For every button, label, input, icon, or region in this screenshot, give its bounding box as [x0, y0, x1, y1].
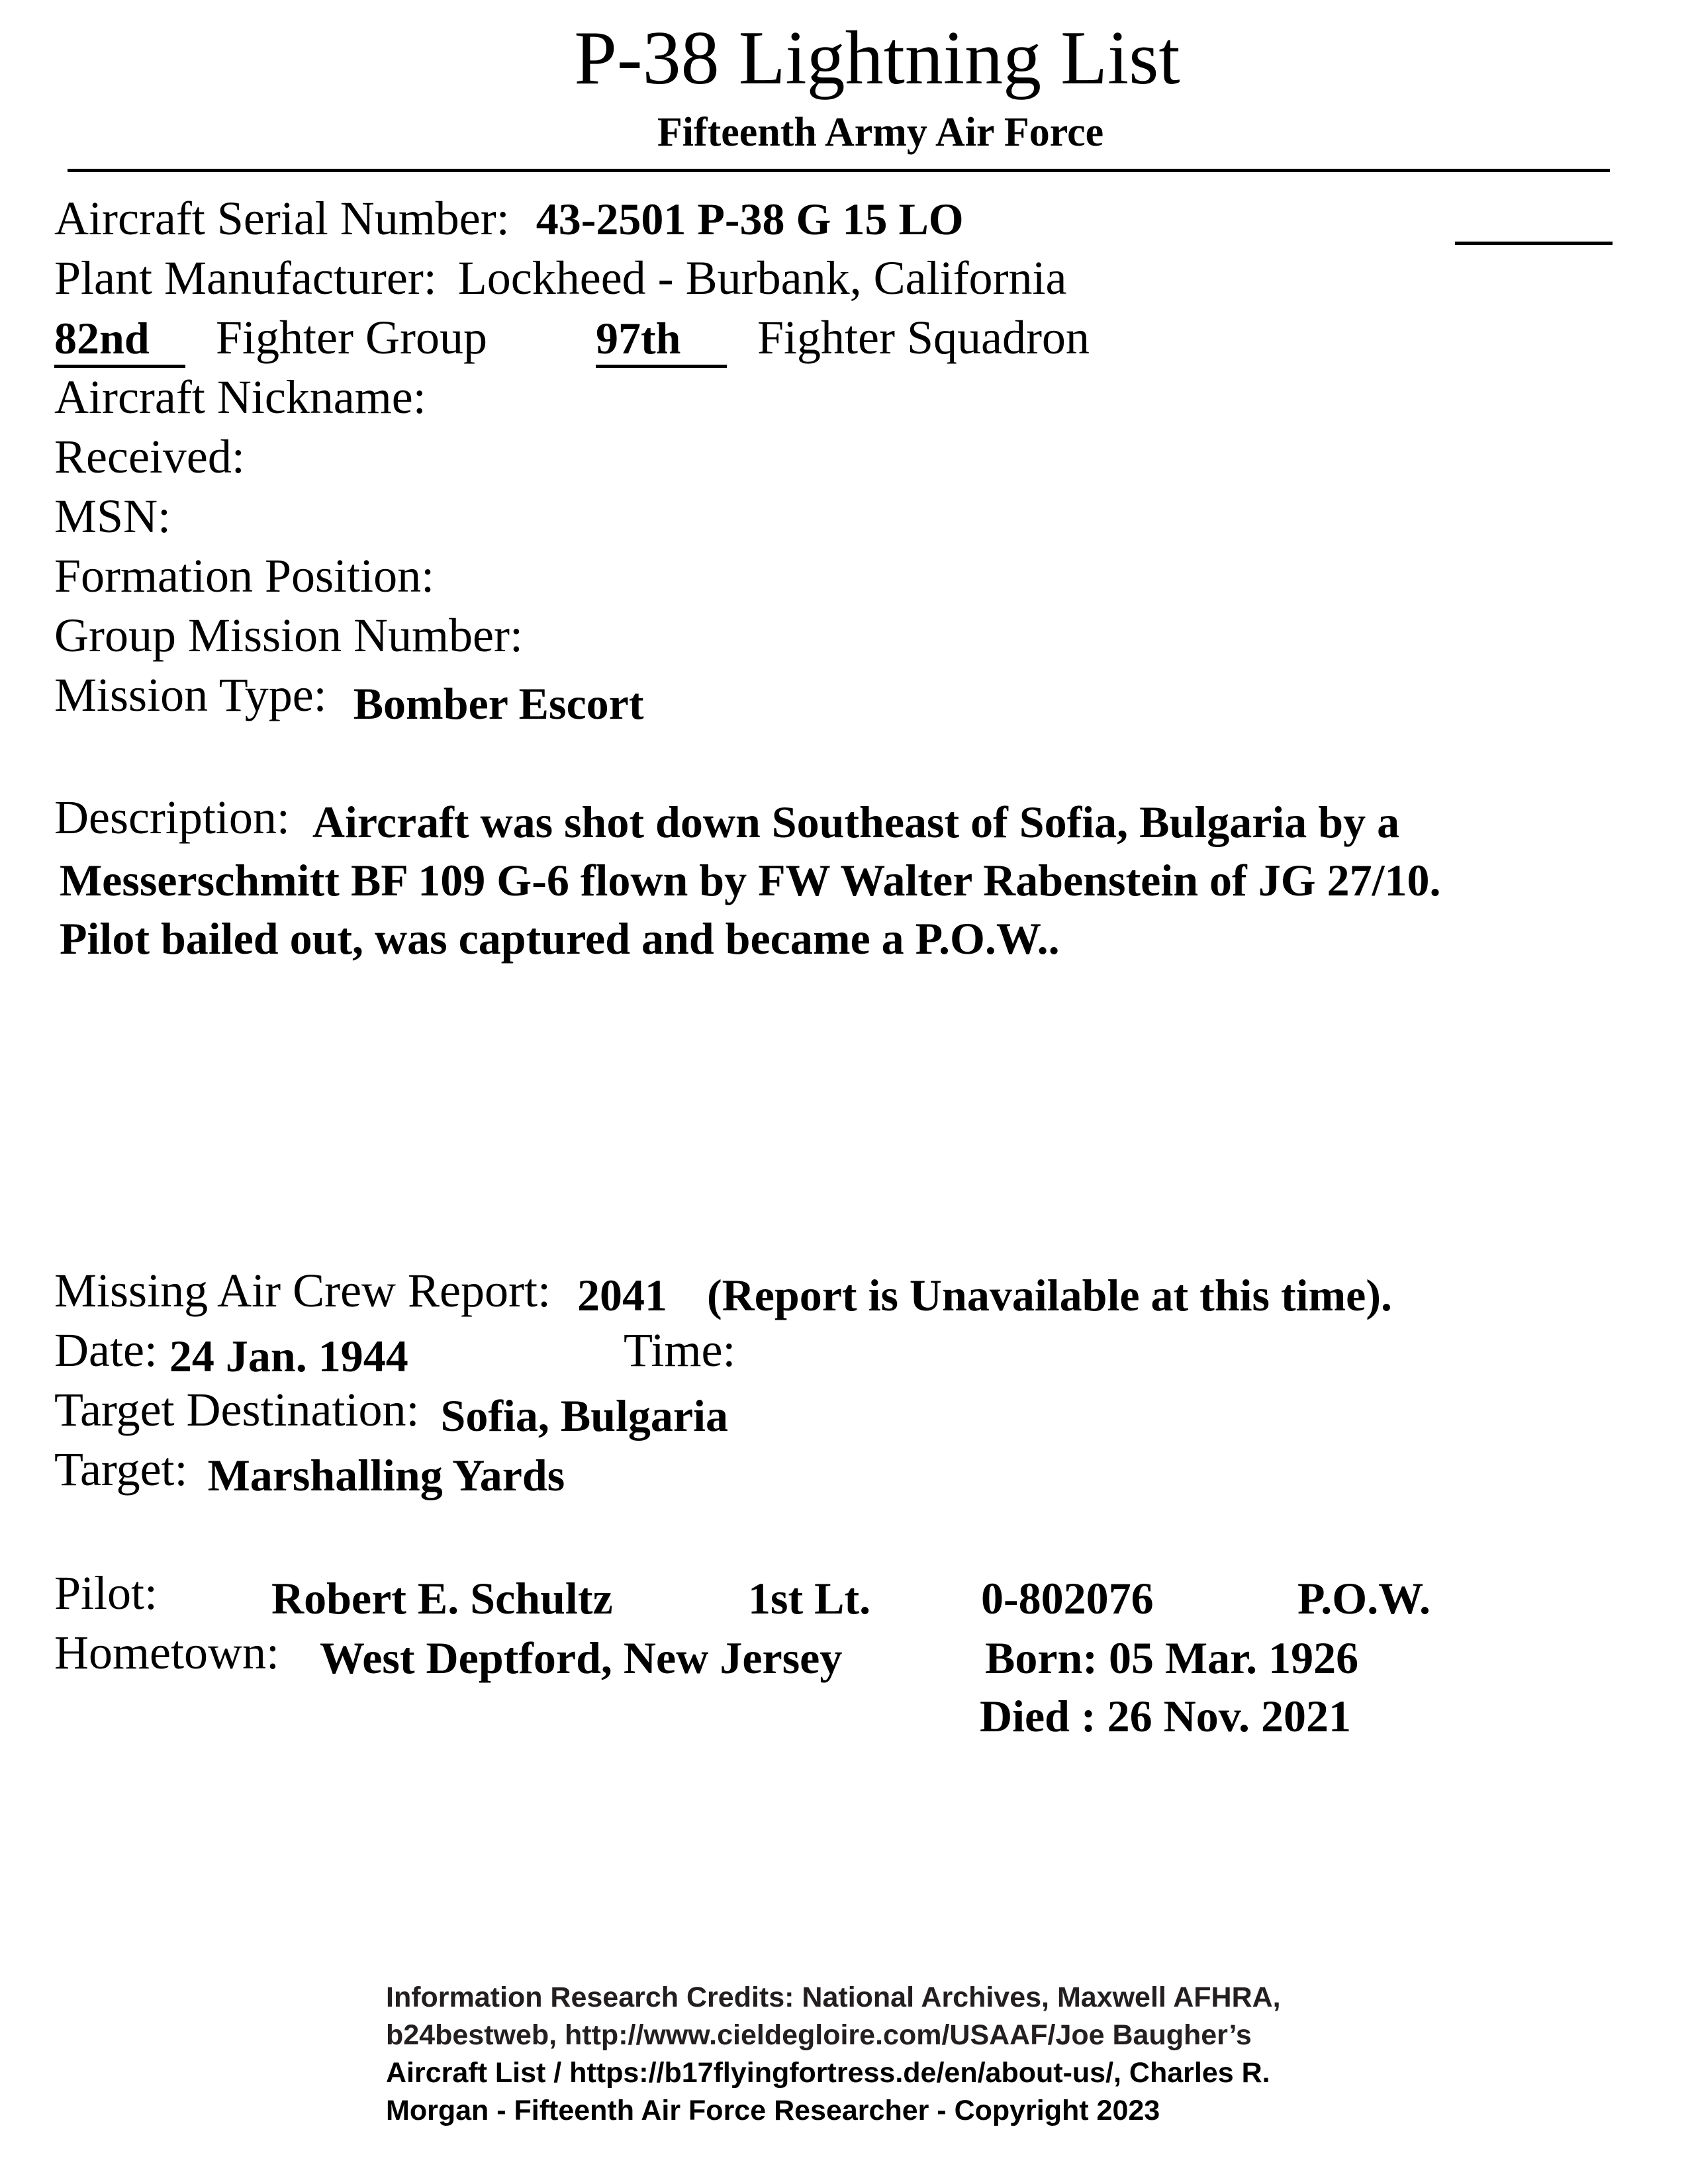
serial-number-value: 43-2501 P-38 G 15 LO: [536, 194, 964, 244]
corner-blank-line: [1455, 242, 1613, 245]
fighter-group-number: 82nd: [54, 312, 185, 368]
manufacturer-value: Lockheed - Burbank, California: [457, 251, 1067, 304]
description-line: Pilot bailed out, was captured and became a P.O.W..: [60, 913, 1060, 964]
credits-line: b24bestweb, http://www.cieldegloire.com/USAAF/Joe Baugher’s: [386, 2019, 1252, 2051]
msn-label: MSN:: [54, 490, 171, 543]
mission-type-row: [54, 665, 644, 729]
date-label: Date:: [54, 1324, 158, 1377]
fighter-group-label: Fighter Group: [216, 311, 487, 364]
hometown-label: Hometown:: [54, 1626, 279, 1679]
fighter-squadron-number: 97th: [596, 312, 727, 368]
hometown-value: West Deptford, New Jersey: [320, 1633, 843, 1683]
macr-row: [54, 1261, 1392, 1321]
pilot-status: P.O.W.: [1297, 1573, 1430, 1623]
description-row: [54, 788, 1399, 848]
target-label: Target:: [54, 1443, 188, 1496]
macr-number: 2041: [577, 1270, 667, 1320]
group-squadron-row: [54, 308, 1090, 368]
serial-number-row: [54, 189, 964, 249]
pilot-born: Born: 05 Mar. 1926: [985, 1633, 1359, 1683]
nickname-label: Aircraft Nickname:: [54, 371, 426, 424]
pilot-rank: 1st Lt.: [748, 1573, 871, 1623]
description-line: Aircraft was shot down Southeast of Sofia, Bulgaria by a: [312, 797, 1400, 847]
target-destination-label: Target Destination:: [54, 1383, 420, 1436]
pilot-label: Pilot:: [54, 1567, 158, 1619]
target-destination-value: Sofia, Bulgaria: [440, 1390, 728, 1441]
mission-type-value: Bomber Escort: [353, 678, 644, 729]
serial-number-label: Aircraft Serial Number:: [54, 192, 510, 245]
manufacturer-row: [54, 248, 1066, 308]
group-mission-number-label: Group Mission Number:: [54, 609, 523, 662]
time-label: Time:: [624, 1324, 736, 1377]
credits-line: Morgan - Fifteenth Air Force Researcher - Copyright 2023: [386, 2095, 1160, 2126]
manufacturer-label: Plant Manufacturer:: [54, 251, 437, 304]
date-value: 24 Jan. 1944: [169, 1331, 408, 1381]
pilot-died: Died : 26 Nov. 2021: [980, 1691, 1351, 1741]
pilot-name: Robert E. Schultz: [271, 1573, 613, 1623]
macr-label: Missing Air Crew Report:: [54, 1264, 551, 1317]
target-value: Marshalling Yards: [207, 1450, 565, 1500]
target-row: [54, 1439, 565, 1500]
received-label: Received:: [54, 430, 245, 483]
target-destination-row: [54, 1380, 728, 1440]
page-title: P-38 Lightning List: [574, 16, 1180, 101]
macr-note: (Report is Unavailable at this time).: [707, 1270, 1393, 1320]
header-divider: [68, 169, 1610, 172]
date-row: [54, 1320, 408, 1381]
formation-position-label: Formation Position:: [54, 549, 435, 602]
credits-line: Information Research Credits: National Archives, Maxwell AFHRA,: [386, 1981, 1281, 2013]
pilot-service-number: 0-802076: [981, 1573, 1154, 1623]
description-label: Description:: [54, 791, 290, 844]
page-subtitle: Fifteenth Army Air Force: [657, 110, 1104, 155]
fighter-squadron-label: Fighter Squadron: [757, 311, 1090, 364]
mission-type-label: Mission Type:: [54, 668, 327, 721]
credits-line: Aircraft List / https://b17flyingfortress.de/en/about-us/, Charles R.: [386, 2057, 1270, 2089]
description-line: Messerschmitt BF 109 G-6 flown by FW Walter Rabenstein of JG 27/10.: [60, 855, 1441, 905]
